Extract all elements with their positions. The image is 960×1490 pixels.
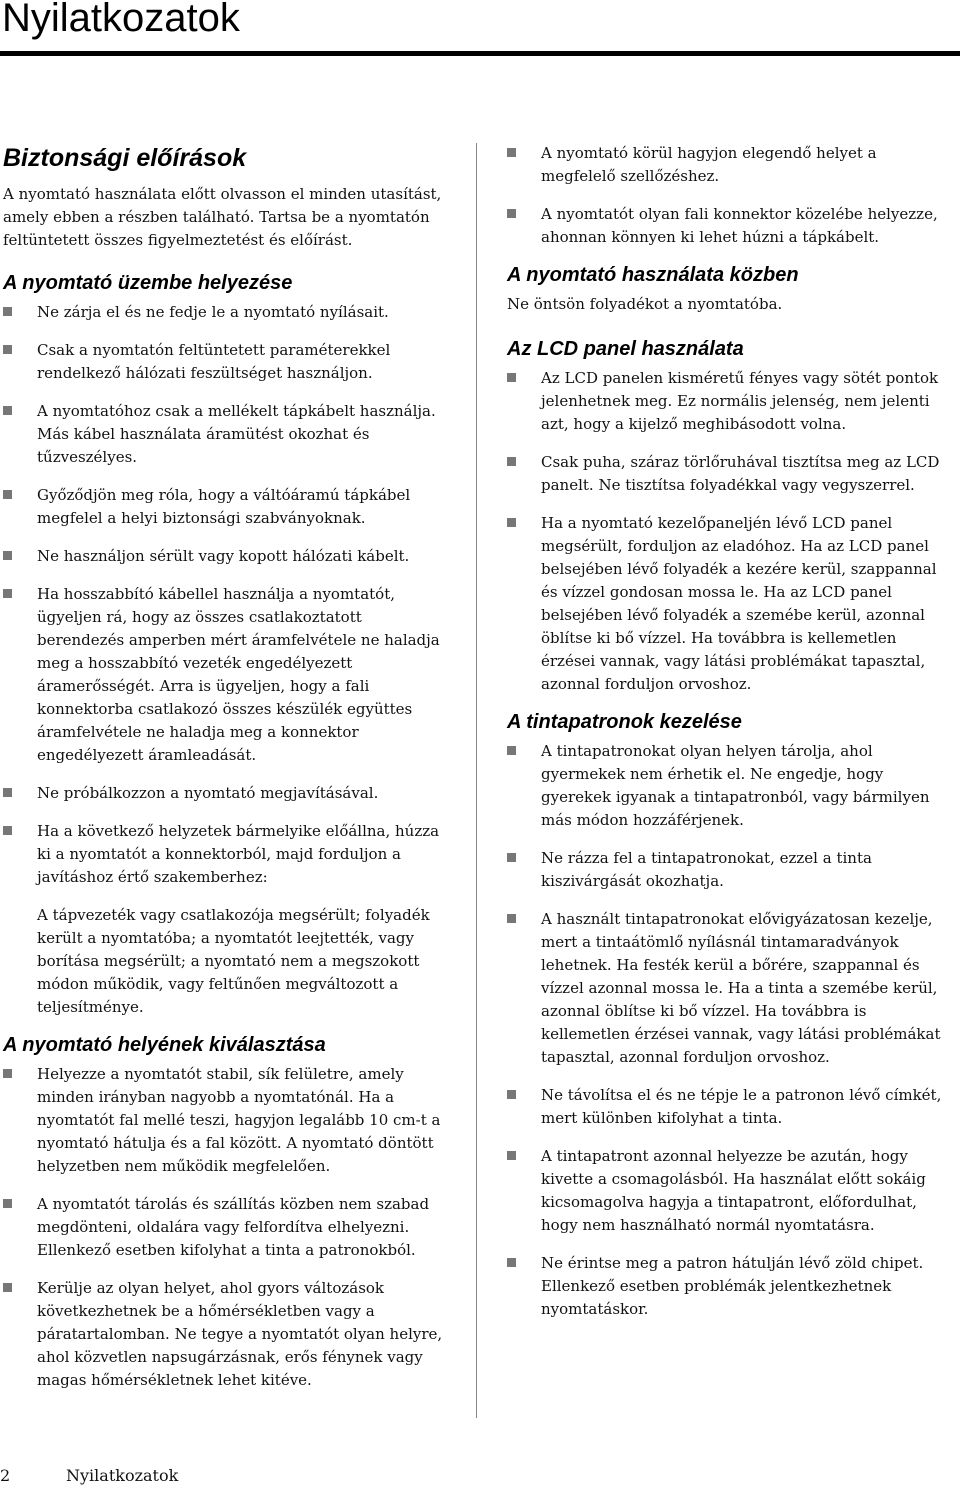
- page-number: 2: [0, 1466, 11, 1485]
- cartridge-heading: A tintapatronok kezelése: [507, 711, 742, 733]
- bullet-icon: [3, 589, 12, 598]
- list-item: [507, 847, 953, 893]
- list-item-text: Ha hosszabbító kábellel használja a nyomtatót, ügyeljen rá, hogy az összes csatlakoztatott berendezés amperben mért áramfelvétele ne haladja meg a hosszabbító vezeték engedélyezett áramerősségét. Arra is ügyeljen, hogy a fali konnektorba csatlakozó összes készülék együttes áramfelvétele ne haladja meg a konnektor engedélyezett áramleadását.: [37, 585, 440, 764]
- bullet-icon: [507, 457, 516, 466]
- list-item: [3, 484, 453, 530]
- list-item-text: Ha a nyomtató kezelőpaneljén lévő LCD panel megsérült, forduljon az eladóhoz. Ha az LCD panel belsejében lévő folyadék a kezére kerül, szappannal és vízzel gondosan mossa le. Ha az LCD panel belsejében lévő folyadék a szemébe kerül, azonnal öblítse ki bő vízzel. Ha továbbra is kellemetlen érzései vannak, vagy látási problémákat tapasztal, azonnal forduljon orvoshoz.: [541, 514, 937, 693]
- bullet-icon: [507, 746, 516, 755]
- location-heading: A nyomtató helyének kiválasztása: [3, 1034, 326, 1056]
- bullet-icon: [507, 1151, 516, 1160]
- list-item: [3, 545, 453, 568]
- list-item-text: Az LCD panelen kisméretű fényes vagy sötét pontok jelenhetnek meg. Ez normális jelenség, nem jelenti azt, hogy a kijelző meghibásodott volna.: [541, 369, 939, 433]
- list-item: [507, 1252, 953, 1321]
- list-item-text: A nyomtató körül hagyjon elegendő helyet a megfelelő szellőzéshez.: [541, 144, 877, 185]
- bullet-icon: [3, 307, 12, 316]
- footer-section-name: Nyilatkozatok: [66, 1466, 179, 1485]
- list-item-text: Ne próbálkozzon a nyomtató megjavításával.: [37, 784, 379, 802]
- location-list: [3, 1063, 453, 1392]
- bullet-icon: [507, 1258, 516, 1267]
- bullet-icon: [3, 1199, 12, 1208]
- list-item: [3, 820, 453, 1019]
- list-item: [3, 1277, 453, 1392]
- cartridge-list: [507, 740, 953, 1321]
- placement-list: [507, 142, 953, 249]
- list-item: [3, 1193, 453, 1262]
- safety-intro: A nyomtató használata előtt olvasson el minden utasítást, amely ebben a részben található. Tartsa be a nyomtatón feltüntetett összes figyelmeztetést és előírást.: [3, 185, 442, 249]
- bullet-icon: [507, 518, 516, 527]
- setup-list: [3, 301, 453, 1019]
- bullet-icon: [507, 373, 516, 382]
- list-item: [507, 740, 953, 832]
- list-item-text: Ne távolítsa el és ne tépje le a patronon lévő címkét, mert különben kifolyhat a tinta.: [541, 1086, 942, 1127]
- bullet-icon: [3, 345, 12, 354]
- list-item: [507, 367, 953, 436]
- list-item-text: Ne zárja el és ne fedje le a nyomtató nyílásait.: [37, 303, 389, 321]
- setup-heading: A nyomtató üzembe helyezése: [3, 272, 293, 294]
- list-item: [3, 339, 453, 385]
- bullet-icon: [507, 1090, 516, 1099]
- lcd-heading: Az LCD panel használata: [507, 338, 744, 360]
- list-item: [3, 1063, 453, 1178]
- title-rule: [0, 51, 960, 56]
- list-item: [3, 583, 453, 767]
- list-item-text: A nyomtatóhoz csak a mellékelt tápkábelt használja. Más kábel használata áramütést okozhat és tűzveszélyes.: [37, 402, 436, 466]
- bullet-icon: [3, 1283, 12, 1292]
- page-title: Nyilatkozatok: [2, 0, 240, 40]
- column-divider: [476, 143, 477, 1418]
- list-item-text: Győződjön meg róla, hogy a váltóáramú tápkábel megfelel a helyi biztonsági szabványoknak.: [37, 486, 411, 527]
- left-column: [3, 140, 453, 1407]
- bullet-icon: [3, 826, 12, 835]
- list-item-subtext: A tápvezeték vagy csatlakozója megsérült; folyadék került a nyomtatóba; a nyomtatót leejtették, vagy borítása megsérült; a nyomtató nem a megszokott módon működik, vagy feltűnően megváltozott a teljesítménye.: [37, 906, 430, 1016]
- list-item: [507, 203, 953, 249]
- list-item-text: Ne érintse meg a patron hátulján lévő zöld chipet. Ellenkező esetben problémák jelentkezhetnek nyomtatáskor.: [541, 1254, 924, 1318]
- page-footer: [0, 1466, 178, 1485]
- list-item-text: Ha a következő helyzetek bármelyike előállna, húzza ki a nyomtatót a konnektorból, majd forduljon a javításhoz értő szakemberhez:: [37, 822, 440, 886]
- bullet-icon: [3, 551, 12, 560]
- list-item: [507, 512, 953, 696]
- bullet-icon: [3, 788, 12, 797]
- list-item: [507, 142, 953, 188]
- in-use-text: Ne öntsön folyadékot a nyomtatóba.: [507, 295, 783, 313]
- list-item-text: A nyomtatót olyan fali konnektor közelébe helyezze, ahonnan könnyen ki lehet húzni a tápkábelt.: [541, 205, 938, 246]
- safety-heading: Biztonsági előírások: [3, 144, 247, 172]
- list-item-text: Ne használjon sérült vagy kopott hálózati kábelt.: [37, 547, 410, 565]
- list-item: [507, 1145, 953, 1237]
- list-item-text: Csak puha, száraz törlőruhával tisztítsa meg az LCD panelt. Ne tisztítsa folyadékkal vagy vegyszerrel.: [541, 453, 940, 494]
- list-item: [3, 782, 453, 805]
- right-column: [507, 142, 953, 1336]
- bullet-icon: [507, 914, 516, 923]
- bullet-icon: [3, 490, 12, 499]
- list-item-text: A tintapatront azonnal helyezze be azután, hogy kivette a csomagolásból. Ha használat előtt sokáig kicsomagolva hagyja a tintapatront, előfordulhat, hogy nem használható normál nyomtatásra.: [541, 1147, 926, 1234]
- list-item-text: A nyomtatót tárolás és szállítás közben nem szabad megdönteni, oldalára vagy felfordítva elhelyezni. Ellenkező esetben kifolyhat a tinta a patronokból.: [37, 1195, 430, 1259]
- list-item: [507, 451, 953, 497]
- list-item: [3, 301, 453, 324]
- list-item-text: A használt tintapatronokat elővigyázatosan kezelje, mert a tintaátömlő nyílásnál tintamaradványok lehetnek. Ha festék kerül a bőrére, szappannal és vízzel azonnal mossa le. Ha a tinta a szemébe kerül, azonnal öblítse ki bő vízzel. Ha továbbra is kellemetlen érzései vannak, vagy látási problémákat tapasztal, azonnal forduljon orvoshoz.: [541, 910, 941, 1066]
- list-item-text: A tintapatronokat olyan helyen tárolja, ahol gyermekek nem érhetik el. Ne engedje, hogy gyerekek igyanak a tintapatronból, vagy bármilyen más módon hozzáférjenek.: [541, 742, 930, 829]
- list-item: [507, 1084, 953, 1130]
- list-item-text: Csak a nyomtatón feltüntetett paraméterekkel rendelkező hálózati feszültséget használjon.: [37, 341, 391, 382]
- bullet-icon: [507, 853, 516, 862]
- bullet-icon: [3, 1069, 12, 1078]
- list-item: [3, 400, 453, 469]
- bullet-icon: [507, 148, 516, 157]
- list-item-text: Kerülje az olyan helyet, ahol gyors változások következhetnek be a hőmérsékletben vagy a páratartalomban. Ne tegye a nyomtatót olyan helyre, ahol közvetlen napsugárzásnak, erős fénynek vagy magas hőmérsékletnek lehet kitéve.: [37, 1279, 443, 1389]
- in-use-heading: A nyomtató használata közben: [507, 264, 799, 286]
- bullet-icon: [3, 406, 12, 415]
- list-item-text: Ne rázza fel a tintapatronokat, ezzel a tinta kiszivárgását okozhatja.: [541, 849, 872, 890]
- list-item-text: Helyezze a nyomtatót stabil, sík felületre, amely minden irányban nagyobb a nyomtatónál. Ha a nyomtatót fal mellé teszi, hagyjon legalább 10 cm-t a nyomtató hátulja és a fal között. A nyomtató döntött helyzetben nem működik megfelelően.: [37, 1065, 441, 1175]
- list-item: [507, 908, 953, 1069]
- lcd-list: [507, 367, 953, 696]
- bullet-icon: [507, 209, 516, 218]
